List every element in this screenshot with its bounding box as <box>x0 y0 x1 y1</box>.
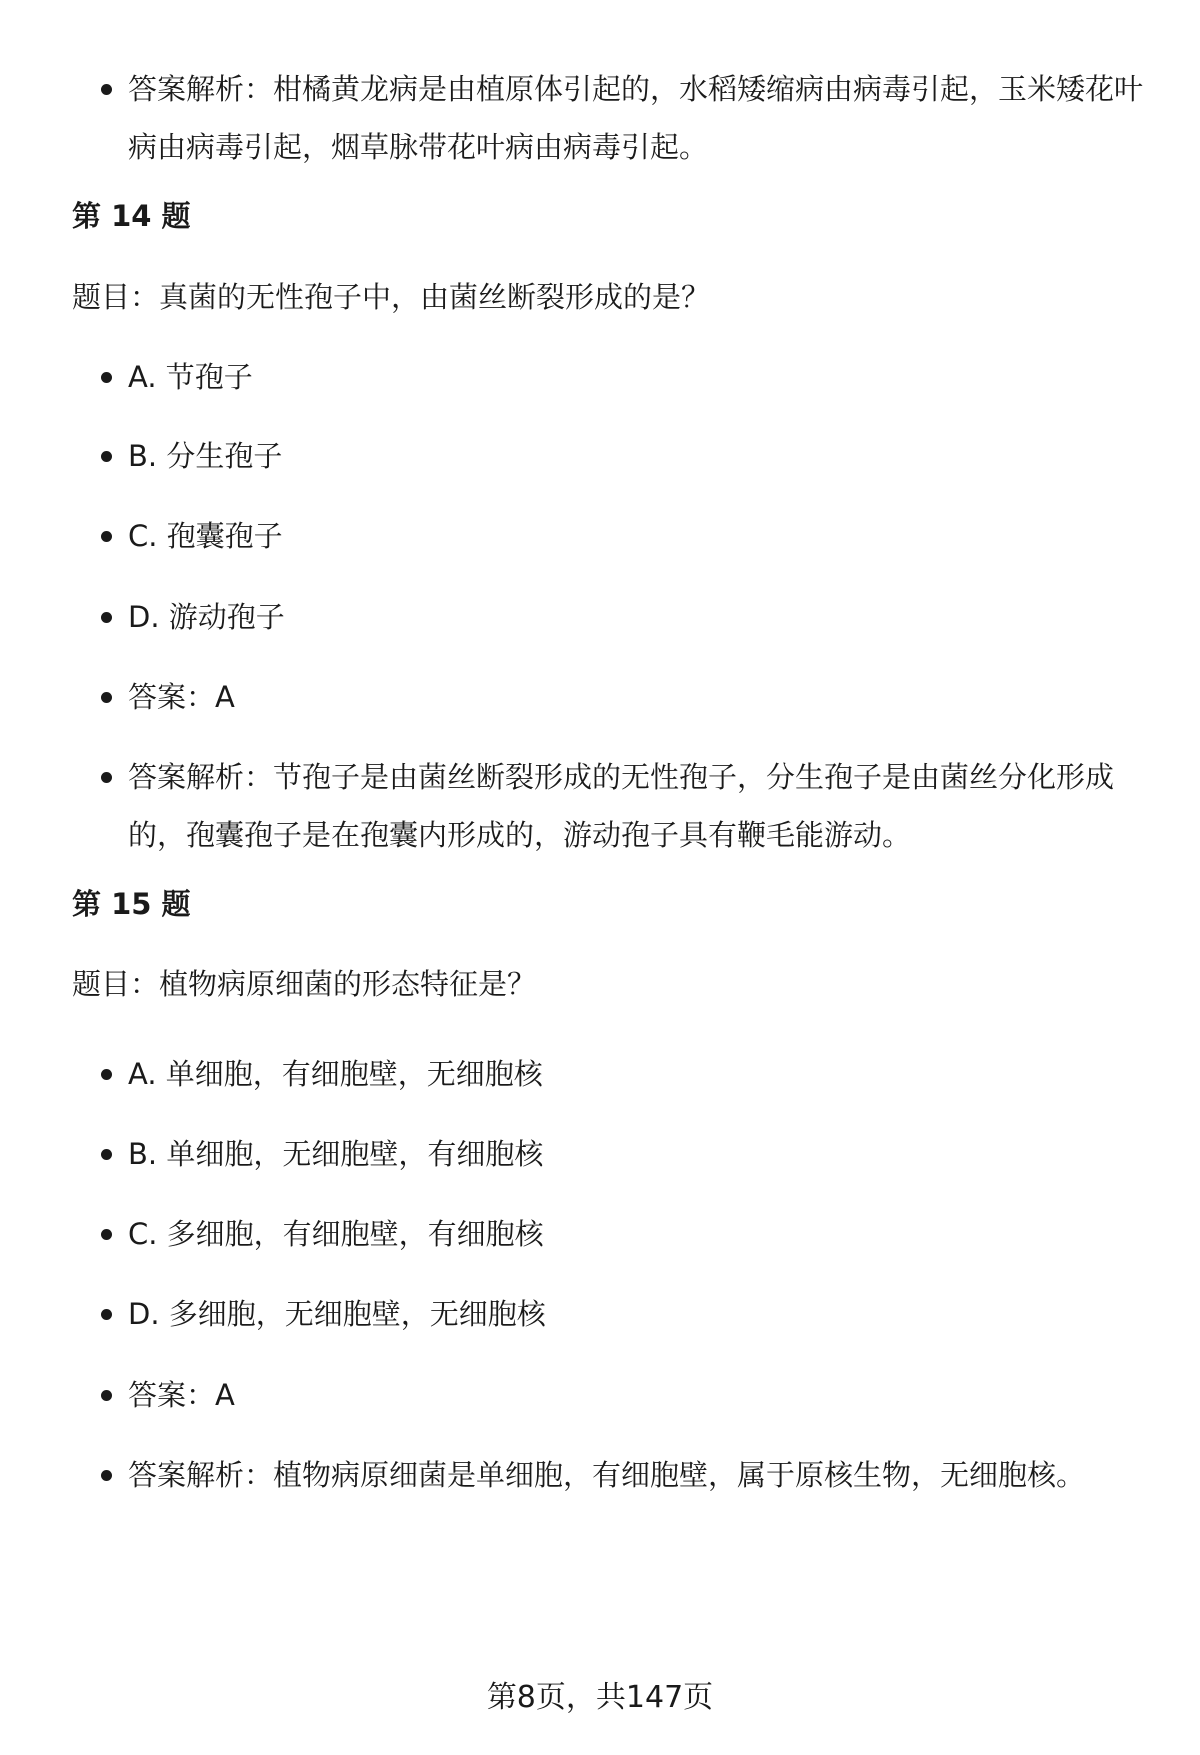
question-14-option-d: D. 游动孢子 <box>128 588 1148 646</box>
question-14-option-c: C. 孢囊孢子 <box>128 507 1148 565</box>
question-14-option-a: A. 节孢子 <box>128 348 1148 406</box>
question-15-stem: 题目：植物病原细菌的形态特征是？ <box>72 967 537 1001</box>
question-15-option-c: C. 多细胞，有细胞壁，有细胞核 <box>128 1205 1148 1263</box>
question-15-heading: 第 15 题 <box>72 887 191 921</box>
prev-question-explanation: 答案解析：柑橘黄龙病是由植原体引起的，水稻矮缩病由病毒引起，玉米矮花叶病由病毒引起，烟草脉带花叶病由病毒引起。 <box>128 60 1148 176</box>
question-15-option-d: D. 多细胞，无细胞壁，无细胞核 <box>128 1285 1148 1343</box>
question-15-explanation: 答案解析：植物病原细菌是单细胞，有细胞壁，属于原核生物，无细胞核。 <box>128 1446 1148 1504</box>
question-15-option-b: B. 单细胞，无细胞壁，有细胞核 <box>128 1125 1148 1183</box>
question-15-answer: 答案：A <box>128 1366 1148 1424</box>
question-14-heading: 第 14 题 <box>72 199 191 233</box>
question-14-stem: 题目：真菌的无性孢子中，由菌丝断裂形成的是？ <box>72 280 711 314</box>
page-number-footer: 第8页，共147页 <box>486 1680 714 1715</box>
question-14-answer: 答案：A <box>128 668 1148 726</box>
question-14-explanation: 答案解析：节孢子是由菌丝断裂形成的无性孢子，分生孢子是由菌丝分化形成的，孢囊孢子是在孢囊内形成的，游动孢子具有鞭毛能游动。 <box>128 748 1148 864</box>
question-14-option-b: B. 分生孢子 <box>128 427 1148 485</box>
question-15-option-a: A. 单细胞，有细胞壁，无细胞核 <box>128 1045 1148 1103</box>
